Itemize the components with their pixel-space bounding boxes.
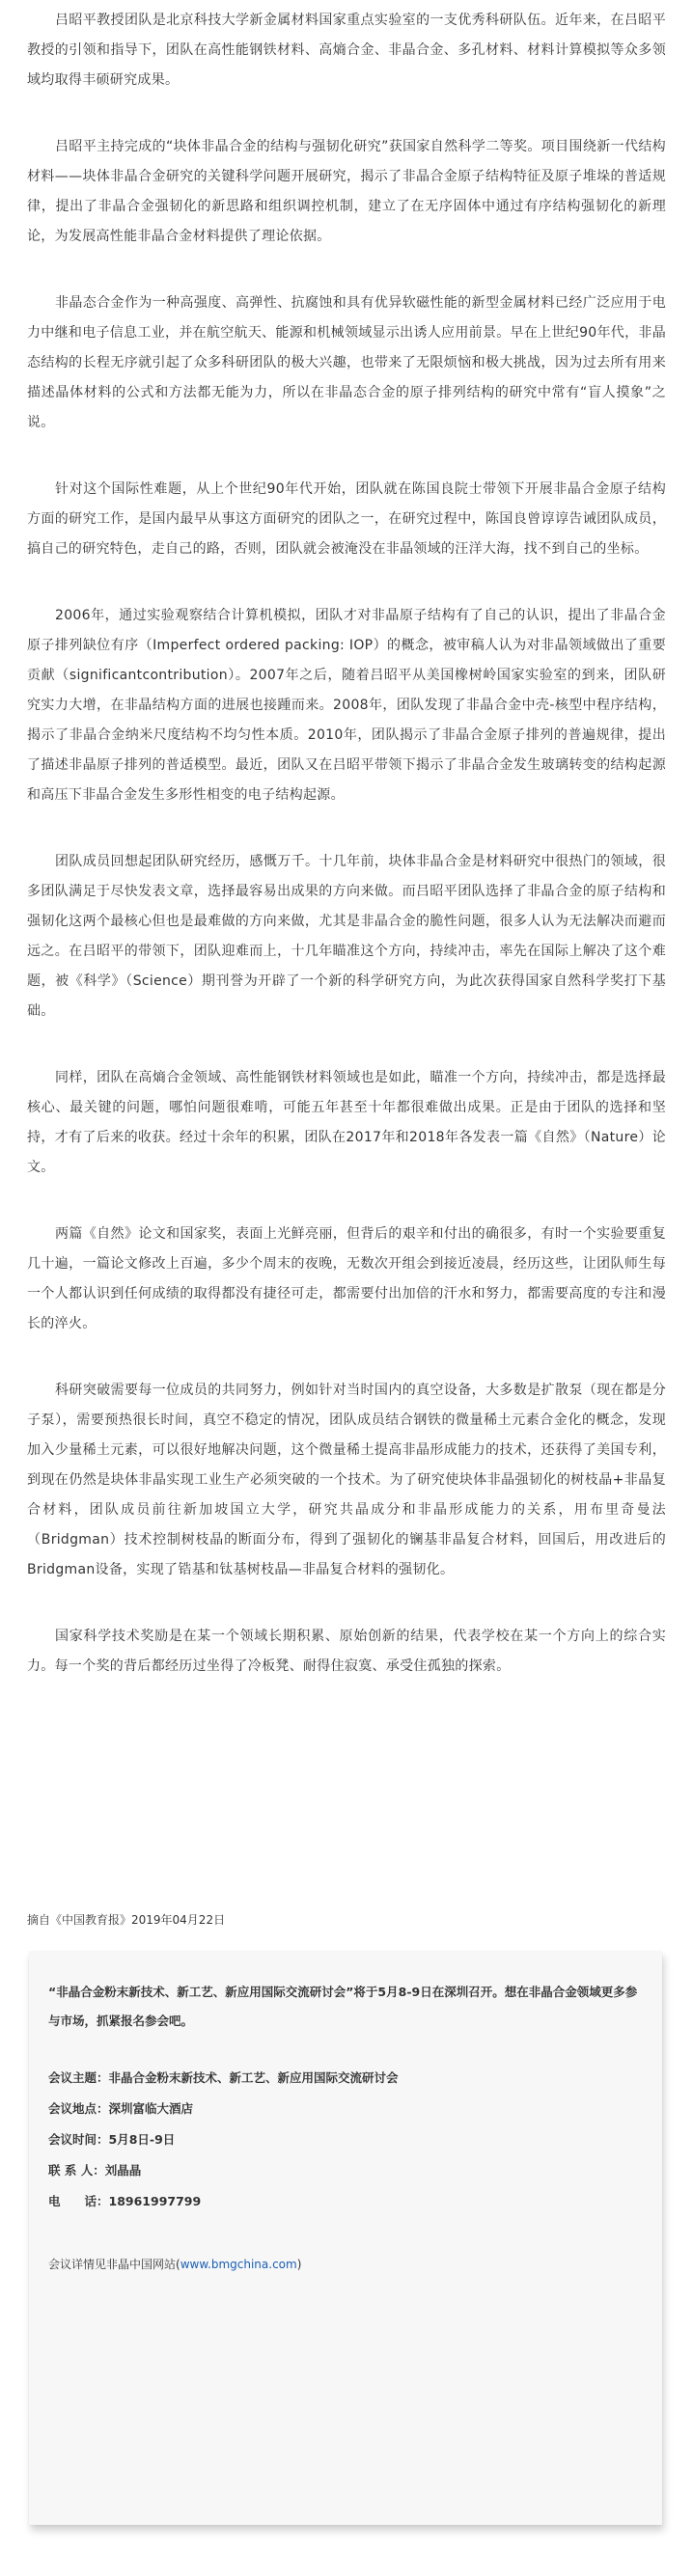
article-paragraph: 针对这个国际性难题，从上个世纪90年代开始，团队就在陈国良院士带领下开展非晶合金原子结构方面的研究工作，是国内最早从事这方面研究的团队之一，在研究过程中，陈国良曾谆谆告诫团队成员，搞自己的研究特色，走自己的路，否则，团队就会被淹没在非晶领域的汪洋大海，找不到自己的坐标。 [27, 481, 666, 557]
article-paragraph: 非晶态合金作为一种高强度、高弹性、抗腐蚀和具有优异软磁性能的新型金属材料已经广泛应用于电力中继和电子信息工业，并在航空航天、能源和机械领域显示出诱人应用前景。早在上世纪90年代，非晶态结构的长程无序就引起了众多科研团队的极大兴趣，也带来了无限烦恼和极大挑战，因为过去所有用来描述晶体材料的公式和方法都无能为力，所以在非晶态合金的原子排列结构的研究中常有“盲人摸象”之说。 [27, 295, 666, 430]
article-paragraph: 2006年，通过实验观察结合计算机模拟，团队才对非晶原子结构有了自己的认识，提出了非晶合金原子排列缺位有序（Imperfect ordered packing: IOP）的概念，被审稿人认为对非晶领域做出了重要贡献（significantcontribution）。2007年之后，随着吕昭平从美国橡树岭国家实验室的到来，团队研究实力大增，在非晶结构方面的进展也接踵而来。2008年，团队发现了非晶合金中壳-核型中程序结构，揭示了非晶合金纳米尺度结构不均匀性本质。2010年，团队揭示了非晶合金原子排列的普遍规律，提出了描述非晶原子排列的普适模型。最近，团队又在吕昭平带领下揭示了非晶合金发生玻璃转变的结构起源和高压下非晶合金发生多形性相变的电子结构起源。 [27, 608, 666, 803]
info-value: 5月8日-9日 [108, 2132, 176, 2147]
conference-info-list [48, 2063, 643, 2217]
info-row-date [48, 2124, 643, 2155]
article-source: 摘自《中国教育报》2019年04月22日 [27, 1913, 226, 1927]
info-label: 会议主题： [48, 2070, 109, 2085]
article-paragraph: 吕昭平主持完成的“块体非晶合金的结构与强韧化研究”获国家自然科学二等奖。项目围绕新一代结构材料——块体非晶合金研究的关键科学问题开展研究，揭示了非晶合金原子结构特征及原子堆垛的普适规律，提出了非晶合金强韧化的新思路和组织调控机制，建立了在无序固体中通过有序结构强韧化的新理论，为发展高性能非晶合金材料提供了理论依据。 [27, 139, 666, 244]
website-link[interactable]: www.bmgchina.com [180, 2258, 297, 2271]
info-row-topic [48, 2063, 643, 2094]
article-paragraph: 两篇《自然》论文和国家奖，表面上光鲜亮丽，但背后的艰辛和付出的确很多，有时一个实验要重复几十遍，一篇论文修改上百遍，多少个周末的夜晚，无数次开组会到接近凌晨，经历这些，让团队师生每一个人都认识到任何成绩的取得都没有捷径可走，都需要付出加倍的汗水和努力，都需要高度的专注和漫长的淬火。 [27, 1226, 666, 1331]
notice-footer [48, 2254, 643, 2275]
article-paragraph: 国家科学技术奖励是在某一个领域长期积累、原始创新的结果，代表学校在某一个方向上的综合实力。每一个奖的背后都经历过坐得了冷板凳、耐得住寂寞、承受住孤独的探索。 [27, 1629, 666, 1674]
article-paragraph: 吕昭平教授团队是北京科技大学新金属材料国家重点实验室的一支优秀科研队伍。近年来，在吕昭平教授的引领和指导下，团队在高性能钢铁材料、高熵合金、非晶合金、多孔材料、材料计算模拟等众多领域均取得丰硕研究成果。 [27, 13, 666, 88]
article-body [27, 6, 666, 1718]
footer-prefix: 会议详情见非晶中国网站( [48, 2258, 180, 2271]
conference-notice-box [29, 1951, 662, 2525]
footer-suffix: ) [296, 2258, 302, 2271]
info-label: 联 系 人： [48, 2163, 105, 2178]
info-value: 深圳富临大酒店 [108, 2101, 194, 2116]
info-label: 会议时间： [48, 2132, 109, 2147]
info-row-phone [48, 2186, 643, 2217]
info-value: 18961997799 [108, 2194, 202, 2208]
info-value: 非晶合金粉末新技术、新工艺、新应用国际交流研讨会 [108, 2070, 399, 2085]
notice-headline: “非晶合金粉末新技术、新工艺、新应用国际交流研讨会”将于5月8-9日在深圳召开。想在非晶合金领域更多参与市场，抓紧报名参会吧。 [48, 1985, 638, 2028]
info-value: 刘晶晶 [104, 2163, 142, 2178]
article-paragraph: 团队成员回想起团队研究经历，感慨万千。十几年前，块体非晶合金是材料研究中很热门的领域，很多团队满足于尽快发表文章，选择最容易出成果的方向来做。而吕昭平团队选择了非晶合金的原子结构和强韧化这两个最核心但也是最难做的方向来做，尤其是非晶合金的脆性问题，很多人认为无法解决而避而远之。在吕昭平的带领下，团队迎难而上，十几年瞄准这个方向，持续冲击，率先在国际上解决了这个难题，被《科学》（Science）期刊誉为开辟了一个新的科学研究方向，为此次获得国家自然科学奖打下基础。 [27, 854, 666, 1019]
info-label: 电 话： [48, 2194, 109, 2208]
info-row-venue [48, 2094, 643, 2124]
article-paragraph: 同样，团队在高熵合金领域、高性能钢铁材料领域也是如此，瞄准一个方向，持续冲击，都是选择最核心、最关键的问题，哪怕问题很难啃，可能五年甚至十年都很难做出成果。正是由于团队的选择和坚持，才有了后来的收获。经过十余年的积累，团队在2017年和2018年各发表一篇《自然》（Nature）论文。 [27, 1070, 666, 1175]
article-paragraph: 科研突破需要每一位成员的共同努力，例如针对当时国内的真空设备，大多数是扩散泵（现在都是分子泵），需要预热很长时间，真空不稳定的情况，团队成员结合钢铁的微量稀土元素合金化的概念，发现加入少量稀土元素，可以很好地解决问题，这个微量稀土提高非晶形成能力的技术，还获得了美国专利，到现在仍然是块体非晶实现工业生产必须突破的一个技术。为了研究使块体非晶强韧化的树枝晶+非晶复合材料，团队成员前往新加坡国立大学，研究共晶成分和非晶形成能力的关系，用布里奇曼法（Bridgman）技术控制树枝晶的断面分布，得到了强韧化的镧基非晶复合材料，回国后，用改进后的Bridgman设备，实现了锆基和钛基树枝晶—非晶复合材料的强韧化。 [27, 1383, 666, 1577]
info-row-contact [48, 2155, 643, 2186]
info-label: 会议地点： [48, 2101, 109, 2116]
